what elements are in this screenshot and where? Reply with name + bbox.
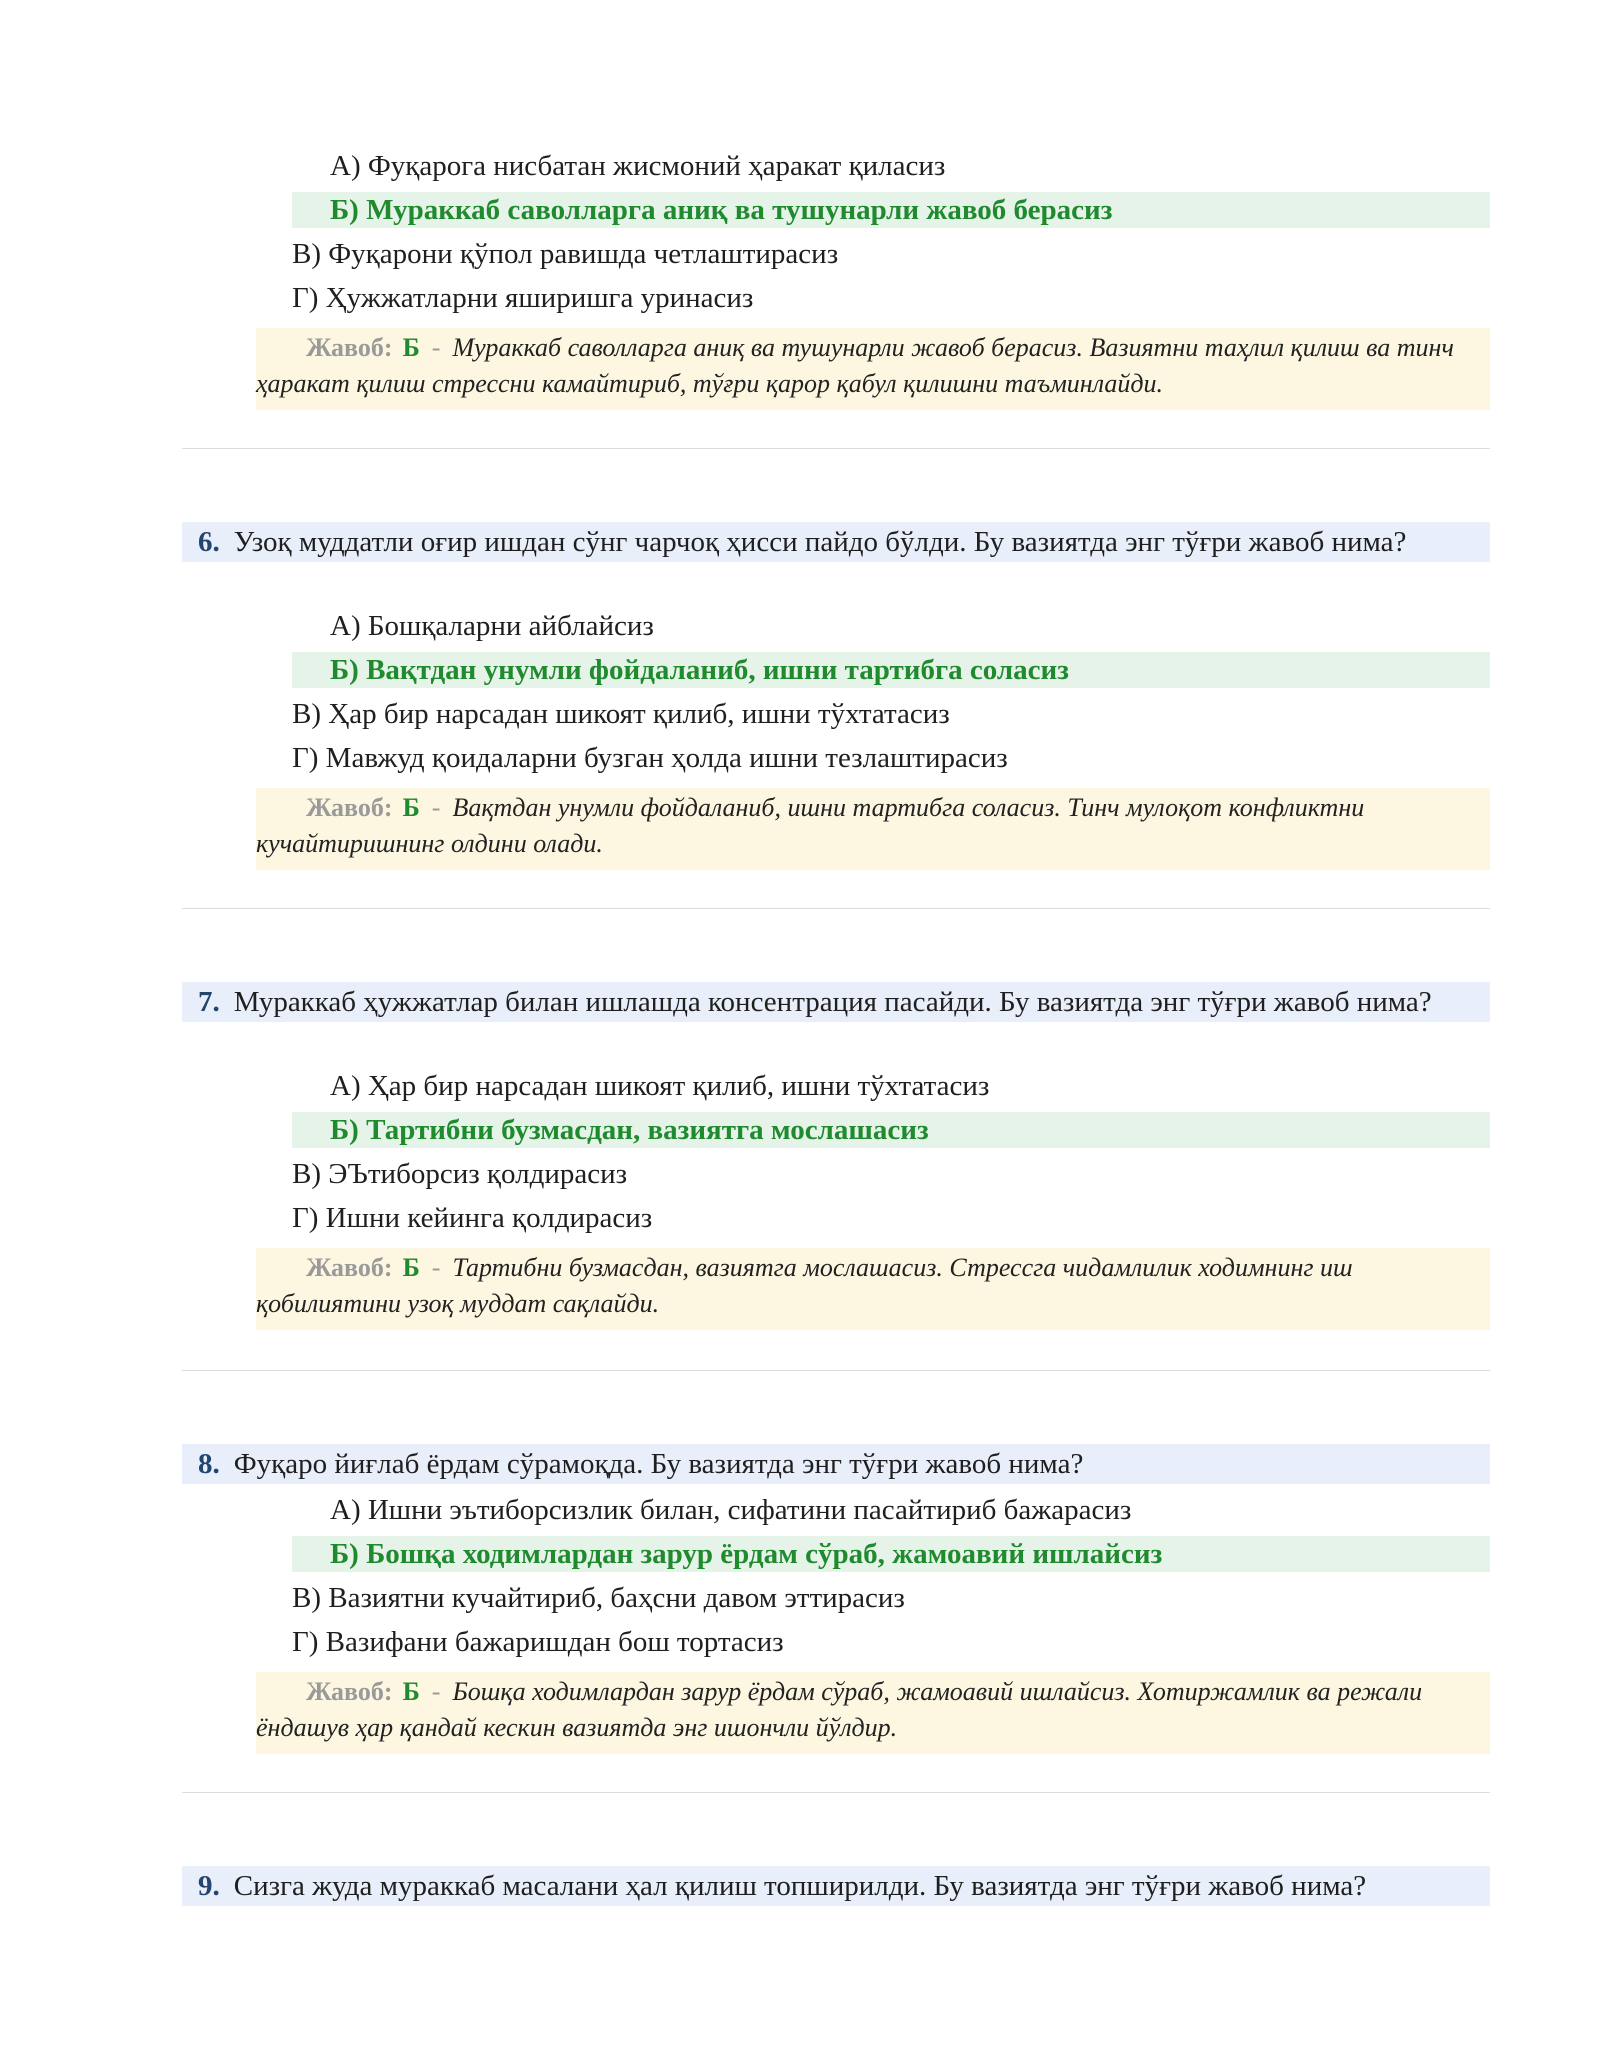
answer-dash: - [431, 1253, 441, 1282]
option-g: Г) Ҳужжатларни яширишга уринасиз [292, 282, 754, 314]
question-text: Узоқ муддатли оғир ишдан сўнг чарчоқ ҳисси пайдо бўлди. Бу вазиятда энг тўғри жавоб нима? [233, 526, 1407, 558]
option-b-correct: Б) Мураккаб саволларга аниқ ва тушунарли жавоб берасиз [292, 192, 1490, 228]
option-b-correct: Б) Вақтдан унумли фойдаланиб, ишни тартибга соласиз [292, 652, 1490, 688]
question-number: 9. [198, 1870, 220, 1902]
answer-box [256, 328, 1490, 410]
option-g: Г) Вазифани бажаришдан бош тортасиз [292, 1626, 784, 1658]
section-divider [182, 1370, 1490, 1371]
question-9 [182, 1866, 1490, 1906]
question-7 [182, 982, 1490, 1022]
question-number: 7. [198, 986, 220, 1018]
answer-text: Мураккаб саволларга аниқ ва тушунарли жавоб берасиз. Вазиятни таҳлил қилиш ва тинч ҳаракат қилиш стрессни камайтириб, тўғри қарор қабул қилишни таъминлайди. [256, 333, 1454, 398]
question-number: 8. [198, 1448, 220, 1480]
answer-dash: - [431, 793, 441, 822]
question-8 [182, 1444, 1490, 1484]
option-b-correct: Б) Бошқа ходимлардан зарур ёрдам сўраб, жамоавий ишлайсиз [292, 1536, 1490, 1572]
answer-dash: - [431, 333, 441, 362]
question-text: Фуқаро йиғлаб ёрдам сўрамоқда. Бу вазиятда энг тўғри жавоб нима? [233, 1448, 1084, 1480]
option-v: В) Вазиятни кучайтириб, баҳсни давом эттирасиз [292, 1582, 905, 1614]
answer-label: Жавоб: [306, 1677, 393, 1706]
option-g: Г) Ишни кейинга қолдирасиз [292, 1202, 653, 1234]
section-divider [182, 448, 1490, 449]
option-v: В) Ҳар бир нарсадан шикоят қилиб, ишни тўхтатасиз [292, 698, 950, 730]
option-g: Г) Мавжуд қоидаларни бузган ҳолда ишни тезлаштирасиз [292, 742, 1008, 774]
answer-letter: Б [402, 1253, 420, 1282]
option-b-correct: Б) Тартибни бузмасдан, вазиятга мослашасиз [292, 1112, 1490, 1148]
answer-letter: Б [402, 793, 420, 822]
question-text: Мураккаб ҳужжатлар билан ишлашда консентрация пасайди. Бу вазиятда энг тўғри жавоб нима? [233, 986, 1432, 1018]
option-a: А) Фуқарога нисбатан жисмоний ҳаракат қиласиз [330, 150, 946, 182]
section-divider [182, 908, 1490, 909]
option-a: А) Ҳар бир нарсадан шикоят қилиб, ишни тўхтатасиз [330, 1070, 990, 1102]
answer-label: Жавоб: [306, 1253, 393, 1282]
answer-box [256, 1248, 1490, 1330]
question-text: Сизга жуда мураккаб масалани ҳал қилиш топширилди. Бу вазиятда энг тўғри жавоб нима? [233, 1870, 1367, 1902]
option-a: А) Ишни эътиборсизлик билан, сифатини пасайтириб бажарасиз [330, 1494, 1132, 1526]
option-a: А) Бошқаларни айблайсиз [330, 610, 654, 642]
answer-dash: - [431, 1677, 441, 1706]
option-v: В) ЭЪтиборсиз қолдирасиз [292, 1158, 628, 1190]
answer-text: Вақтдан унумли фойдаланиб, ишни тартибга соласиз. Тинч мулоқот конфликтни кучайтиришнинг олдини олади. [256, 793, 1365, 858]
answer-label: Жавоб: [306, 793, 393, 822]
answer-box [256, 1672, 1490, 1754]
answer-letter: Б [402, 1677, 420, 1706]
answer-box [256, 788, 1490, 870]
answer-text: Бошқа ходимлардан зарур ёрдам сўраб, жамоавий ишлайсиз. Хотиржамлик ва режали ёндашув ҳар қандай кескин вазиятда энг ишончли йўлдир. [256, 1677, 1423, 1742]
option-v: В) Фуқарони қўпол равишда четлаштирасиз [292, 238, 839, 270]
answer-label: Жавоб: [306, 333, 393, 362]
answer-letter: Б [402, 333, 420, 362]
section-divider [182, 1792, 1490, 1793]
answer-text: Тартибни бузмасдан, вазиятга мослашасиз. Стрессга чидамлилик ходимнинг иш қобилиятини узоқ муддат сақлайди. [256, 1253, 1353, 1318]
question-number: 6. [198, 526, 220, 558]
question-6 [182, 522, 1490, 562]
